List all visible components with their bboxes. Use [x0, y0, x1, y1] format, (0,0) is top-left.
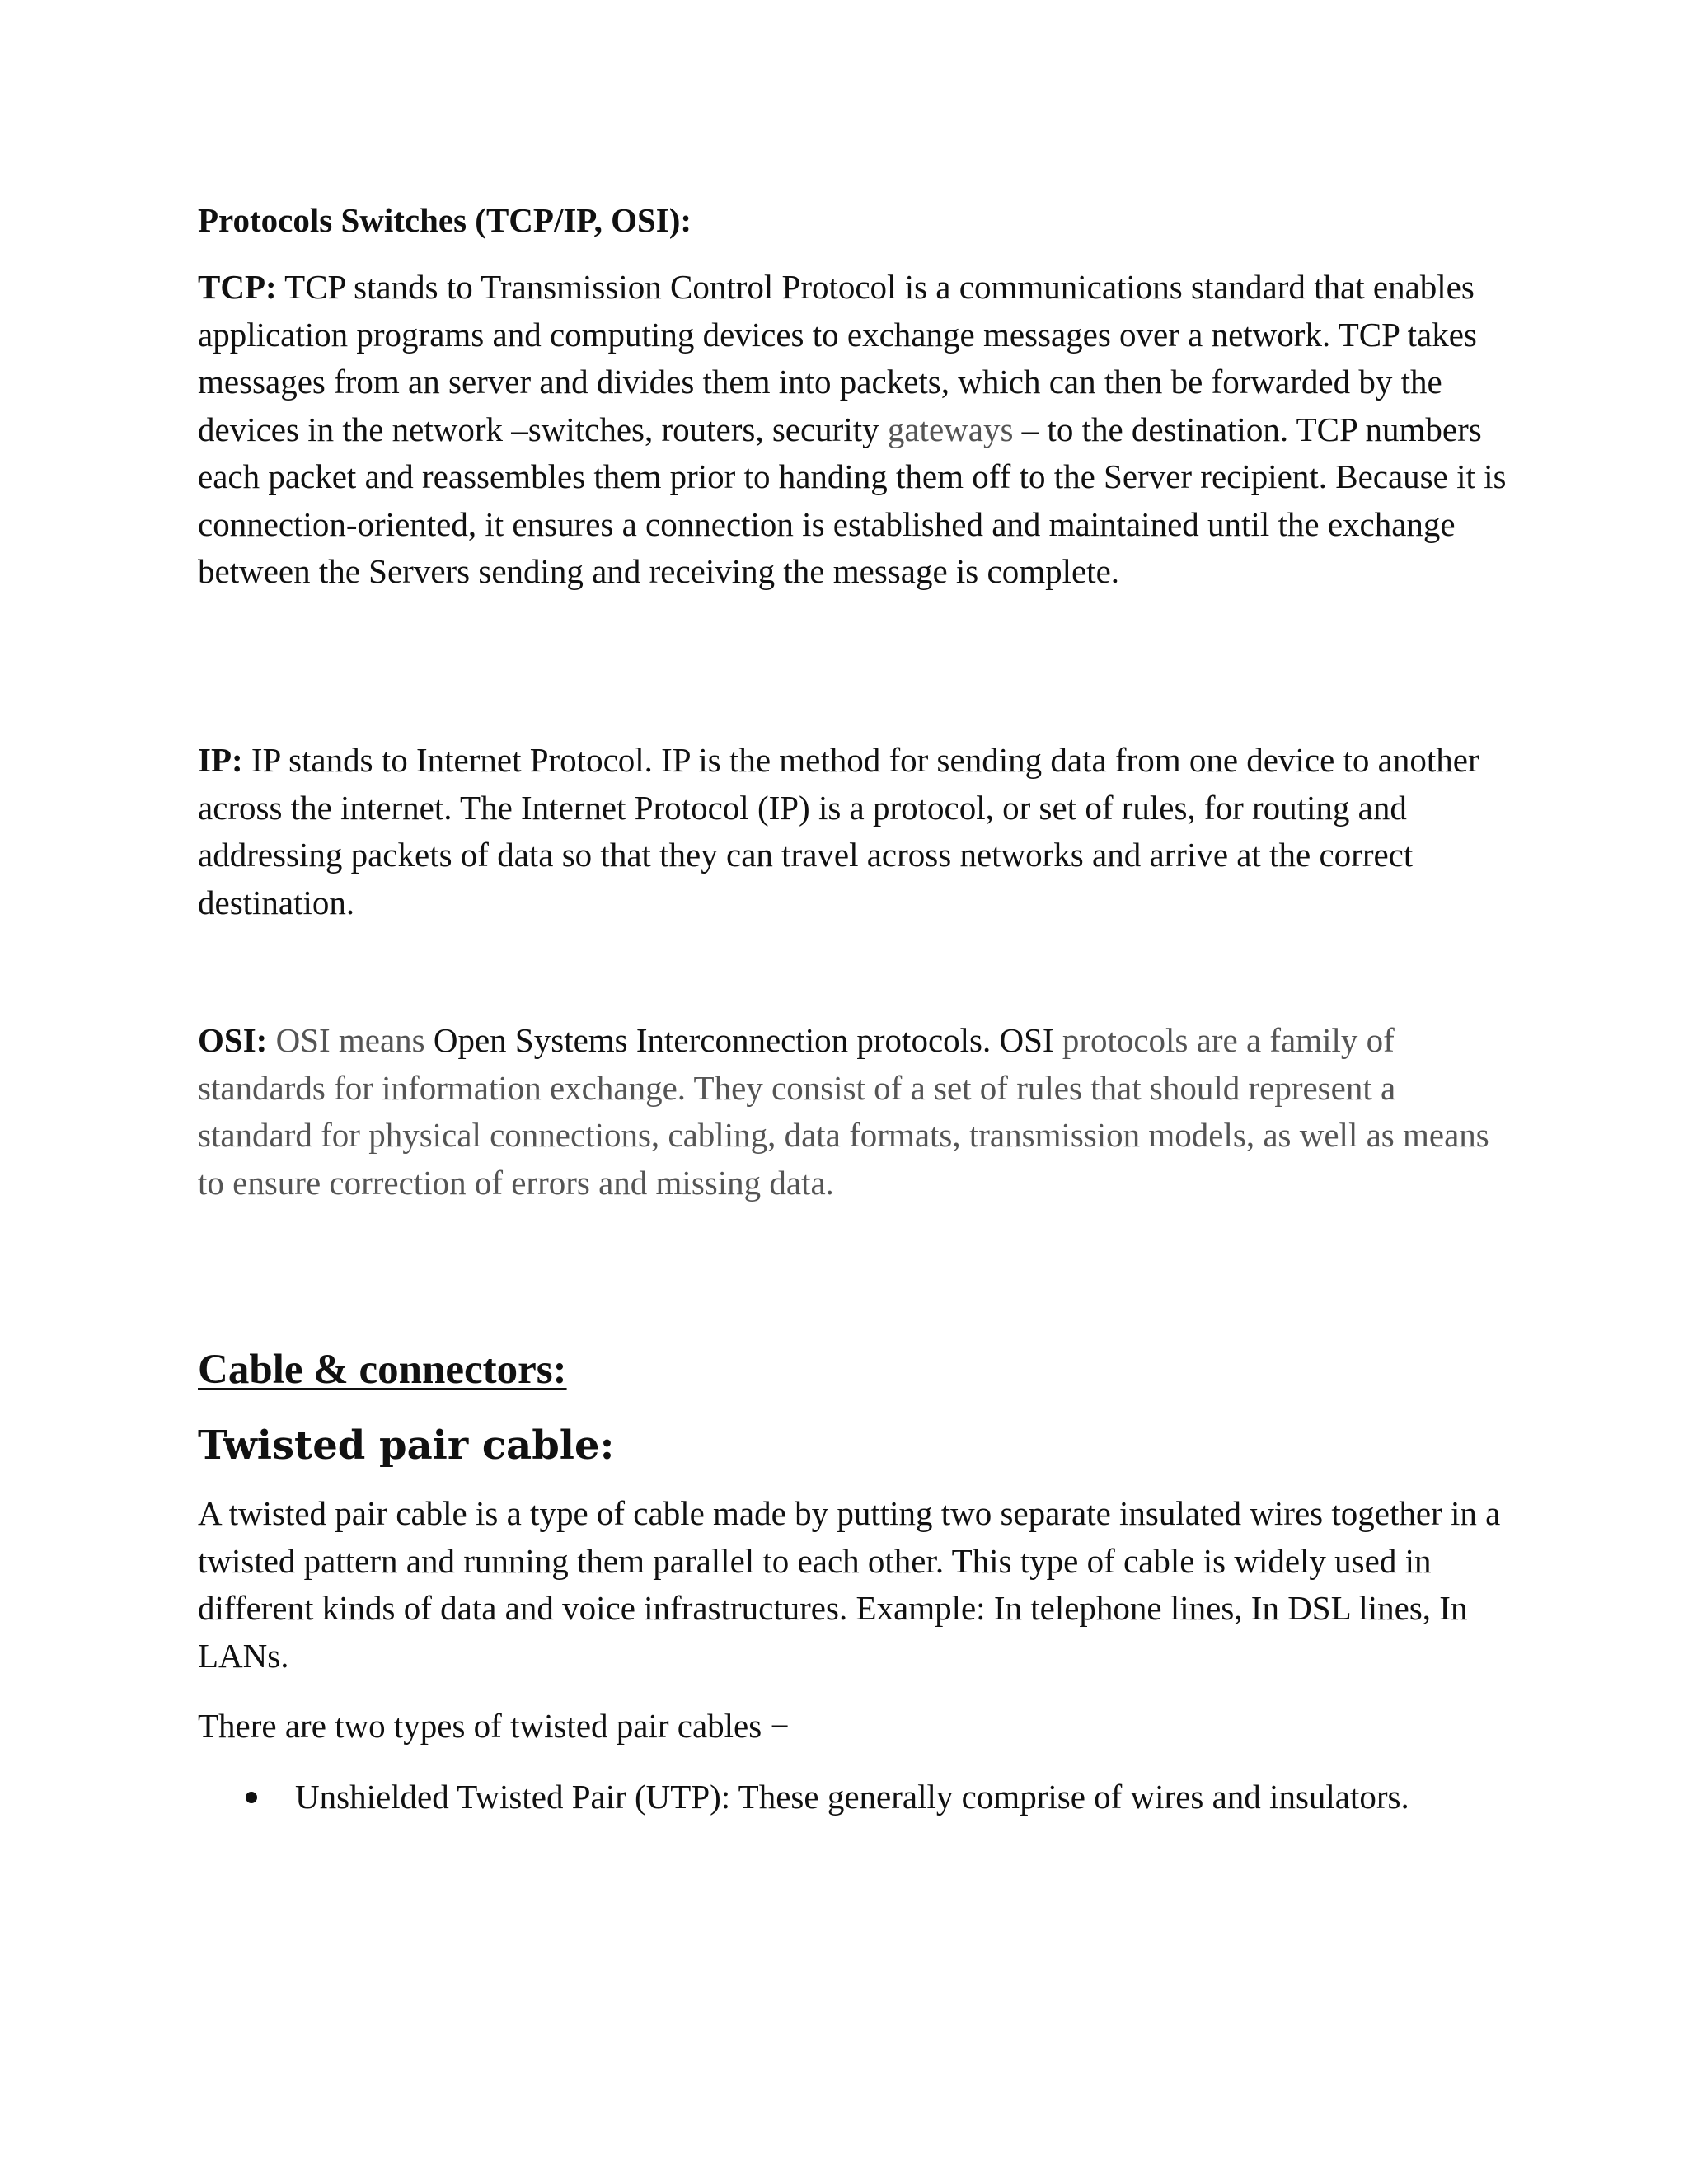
tcp-paragraph — [198, 264, 1517, 596]
osi-text-dark: Open Systems Interconnection protocols. OSI — [433, 1021, 1054, 1059]
osi-label: OSI: — [198, 1021, 268, 1059]
ip-label: IP: — [198, 741, 243, 779]
list-item — [198, 1774, 1490, 1821]
tcp-grey-word: gateways — [887, 410, 1014, 448]
twisted-pair-paragraph: A twisted pair cable is a type of cable made by putting two separate insulated wires together in a twisted pattern and running them parallel to each other. This type of cable is widely used in different kinds of data and voice infrastructures. Example: In telephone lines, In DSL lines, In LANs. — [198, 1494, 1501, 1675]
ip-paragraph — [198, 737, 1517, 926]
osi-text-grey-1: OSI means — [267, 1021, 434, 1059]
tcp-text-1: TCP stands to Transmission Control Protocol is a communications standard that enables application programs and computing devices to exchange messages over a network. TCP takes messages from an server and divides them into packets, which can then be forwarded by the devices in the network –switches, routers, security — [198, 268, 1477, 448]
cable-connectors-heading: Cable & connectors: — [198, 1347, 567, 1393]
twisted-types-intro: There are two types of twisted pair cables − — [198, 1707, 790, 1745]
osi-paragraph — [198, 1017, 1517, 1207]
tcp-label: TCP: — [198, 268, 277, 306]
bullet-dot-icon — [246, 1792, 257, 1803]
ip-text: IP stands to Internet Protocol. IP is the method for sending data from one device to another across the internet. The Internet Protocol (IP) is a protocol, or set of rules, for routing and addressing packets of data so that they can travel across networks and arrive at the correct destination. — [198, 741, 1479, 921]
tcp-text-2: – to the destination. TCP numbers each packet and reassembles them prior to handing them off to the Server recipient. Because it is connection-oriented, it ensures a connection is established and maintained until the exchange between the Servers sending and receiving the message is complete. — [198, 410, 1507, 590]
twisted-types-list — [198, 1774, 1517, 1821]
list-item-text: Unshielded Twisted Pair (UTP): These generally comprise of wires and insulators. — [295, 1778, 1409, 1816]
osi-text-grey-2: protocols are a family of standards for information exchange. They consist of a set of rules that should represent a standard for physical connections, cabling, data formats, transmission models, as well as means to ensure correction of errors and missing data. — [198, 1021, 1489, 1202]
twisted-pair-heading: Twisted pair cable: — [198, 1422, 615, 1469]
protocols-title: Protocols Switches (TCP/IP, OSI): — [198, 201, 692, 239]
